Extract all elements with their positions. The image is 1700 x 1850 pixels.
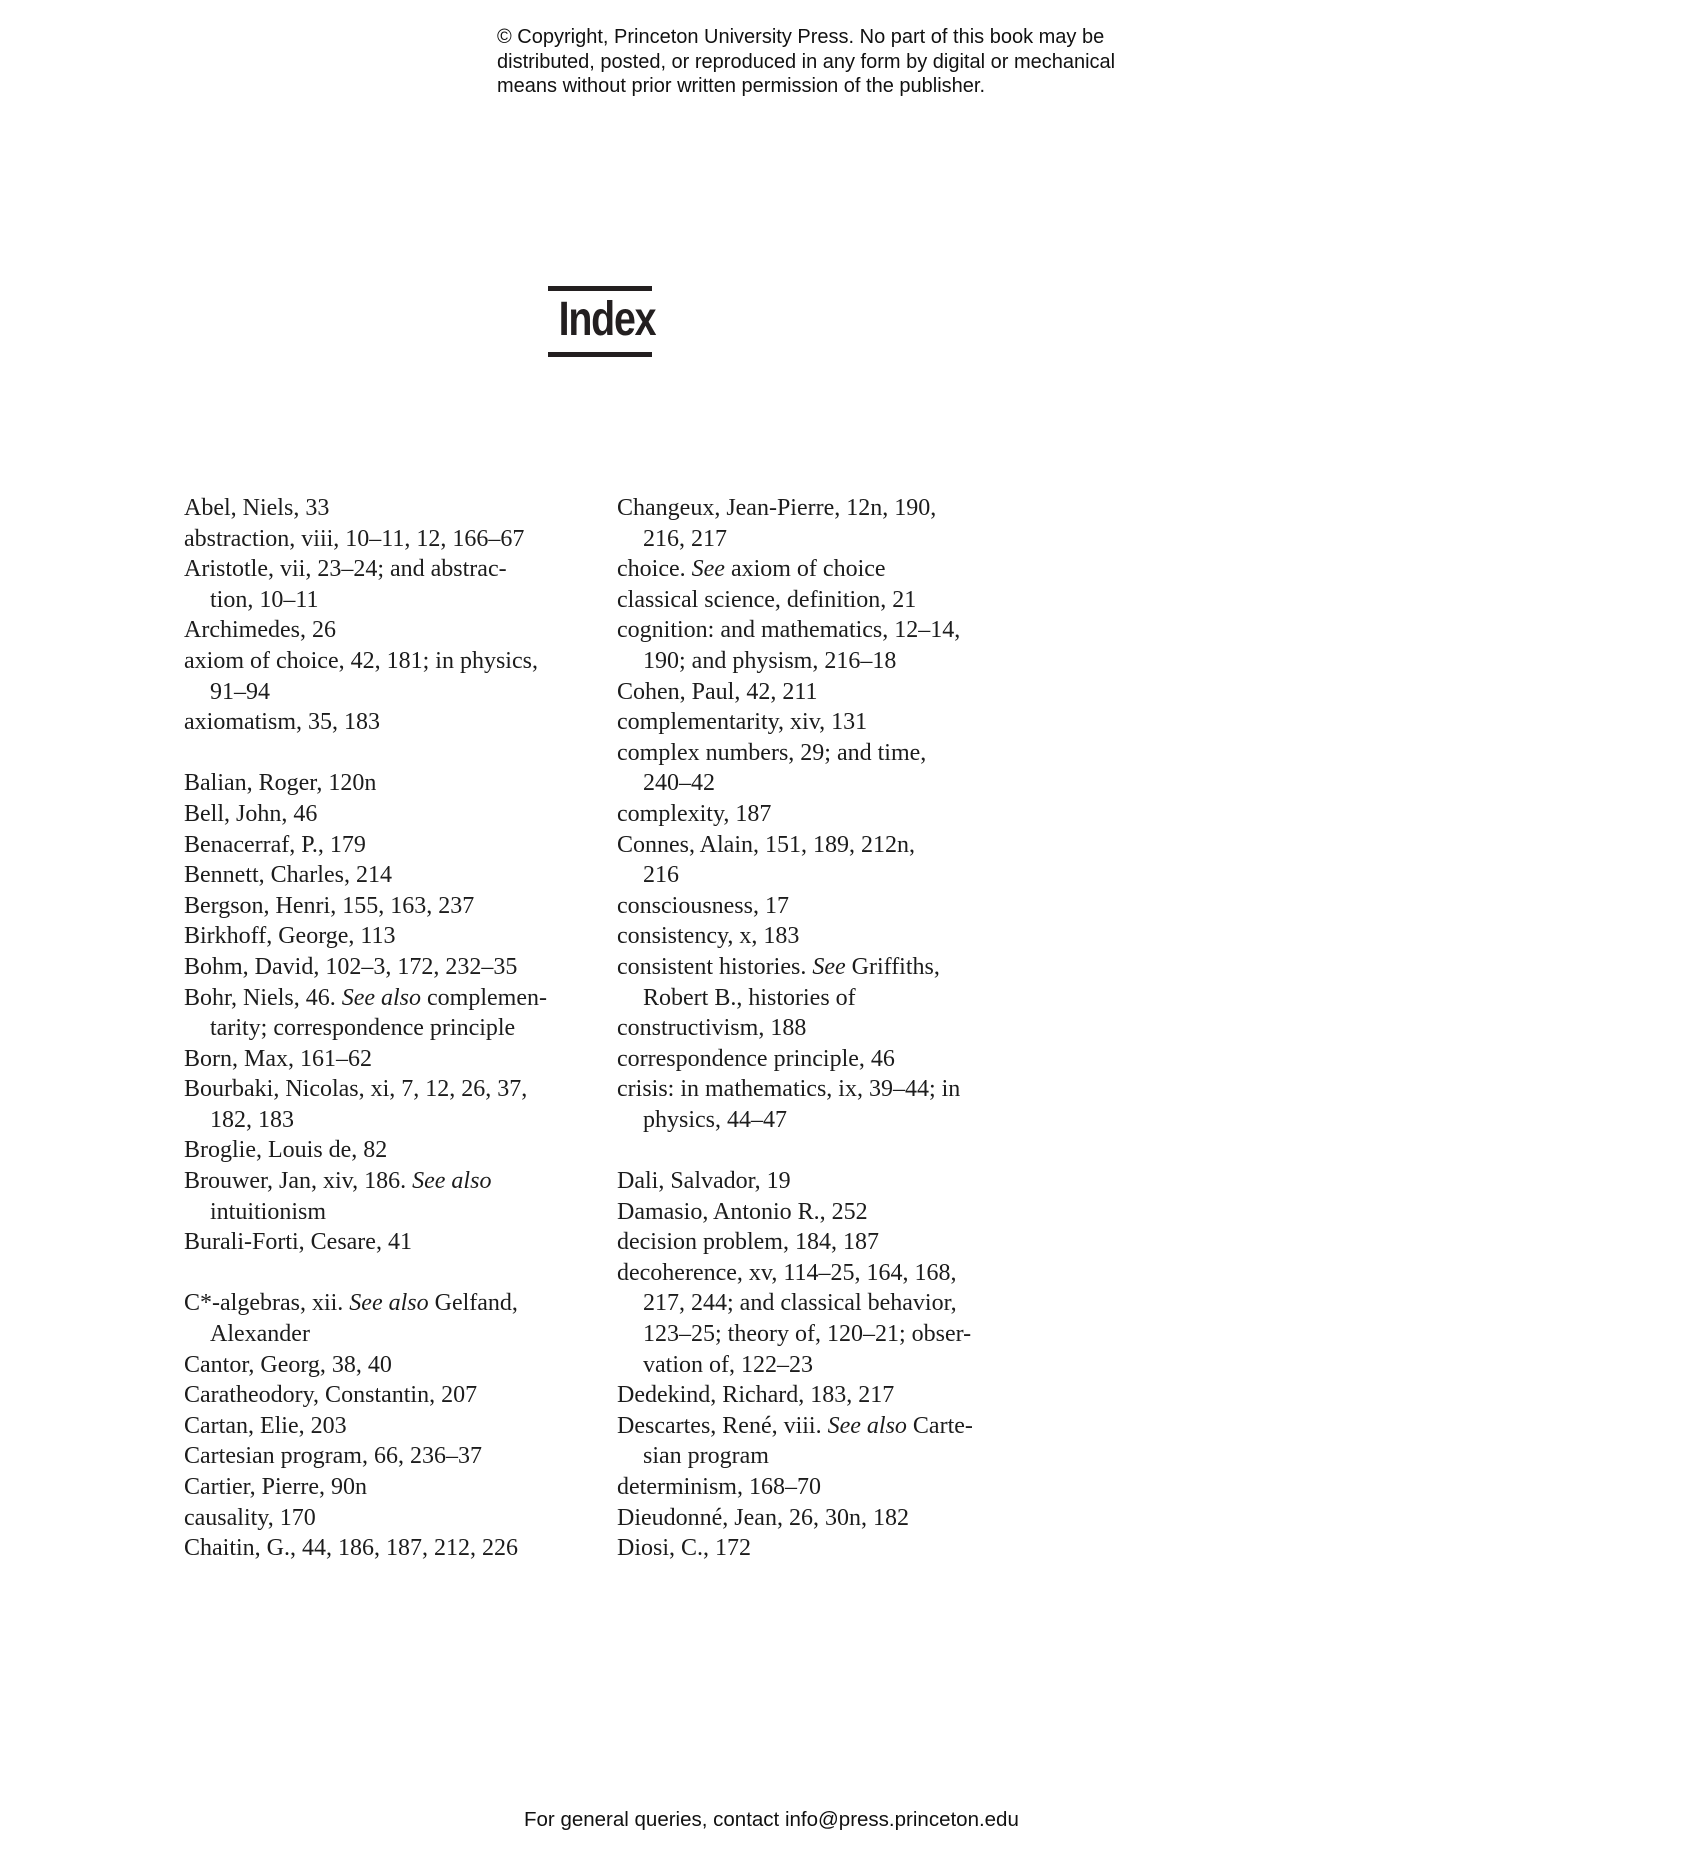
index-entry-line: 182, 183	[210, 1106, 294, 1133]
index-entry-line: Born, Max, 161–62	[184, 1045, 372, 1072]
index-entry	[617, 830, 1047, 891]
index-entry	[184, 1288, 614, 1349]
index-column-right	[617, 493, 1047, 1564]
index-entry	[617, 493, 1047, 554]
index-entry	[184, 891, 614, 922]
index-entry-line: Caratheodory, Constantin, 207	[184, 1382, 478, 1409]
copyright-line: distributed, posted, or reproduced in any form by digital or mechanical	[497, 50, 1116, 73]
index-entry-line: 91–94	[210, 678, 270, 705]
index-entry-line: Dedekind, Richard, 183, 217	[617, 1382, 895, 1409]
index-letter-group	[617, 493, 1047, 1135]
index-entry	[184, 707, 614, 738]
index-entry	[184, 952, 614, 983]
index-entry	[184, 1135, 614, 1166]
index-entry-line: Burali-Forti, Cesare, 41	[184, 1229, 412, 1256]
index-entry-line: 216	[643, 862, 679, 889]
index-entry	[184, 1074, 614, 1135]
page-title	[548, 286, 656, 357]
index-entry-line: Abel, Niels, 33	[184, 495, 330, 521]
copyright-line: means without prior written permission of the publisher.	[497, 75, 986, 97]
index-entry-line: Bohm, David, 102–3, 172, 232–35	[184, 953, 518, 980]
index-entry-line: Cantor, Georg, 38, 40	[184, 1351, 392, 1378]
index-entry	[617, 1472, 1047, 1503]
index-entry	[617, 1411, 1047, 1472]
index-entry-line: Balian, Roger, 120n	[184, 770, 377, 797]
index-entry-line: Broglie, Louis de, 82	[184, 1137, 388, 1164]
index-entry	[184, 860, 614, 891]
index-entry	[184, 1350, 614, 1381]
index-entry	[184, 983, 614, 1044]
index-entry	[184, 1441, 614, 1472]
index-entry	[184, 615, 614, 646]
index-entry-line: Benacerraf, P., 179	[184, 831, 366, 858]
index-entry-line: complementarity, xiv, 131	[617, 709, 868, 736]
page-title-text: Index	[558, 293, 656, 346]
index-entry	[617, 1074, 1047, 1135]
index-entry-line: decoherence, xv, 114–25, 164, 168,	[617, 1259, 957, 1286]
index-entry	[617, 615, 1047, 676]
index-entry	[617, 677, 1047, 708]
index-entry-line: Chaitin, G., 44, 186, 187, 212, 226	[184, 1535, 518, 1562]
index-entry-line: determinism, 168–70	[617, 1474, 821, 1500]
index-entry-line: Bennett, Charles, 214	[184, 862, 392, 889]
copyright-notice	[497, 25, 1115, 99]
index-entry-line: constructivism, 188	[617, 1015, 807, 1042]
index-entry-line: Bell, John, 46	[184, 800, 318, 827]
index-entry-line: complexity, 187	[617, 800, 772, 827]
index-letter-group	[184, 768, 614, 1258]
index-letter-group	[617, 1166, 1047, 1564]
index-entry-line: Connes, Alain, 151, 189, 212n,	[617, 831, 915, 858]
index-entry-line: Bohr, Niels, 46. See also complemen-	[184, 984, 547, 1011]
index-entry	[184, 493, 614, 524]
index-entry	[617, 585, 1047, 616]
index-entry	[617, 1533, 1047, 1564]
index-entry	[617, 921, 1047, 952]
index-entry	[184, 1411, 614, 1442]
index-entry	[184, 1503, 614, 1534]
index-entry	[617, 1503, 1047, 1534]
index-entry	[184, 646, 614, 707]
index-entry-line: abstraction, viii, 10–11, 12, 166–67	[184, 525, 525, 552]
index-entry-line: Brouwer, Jan, xiv, 186. See also	[184, 1168, 492, 1195]
index-entry-line: complex numbers, 29; and time,	[617, 739, 927, 766]
index-entry	[184, 1380, 614, 1411]
index-entry	[184, 1533, 614, 1564]
index-entry-line: axiomatism, 35, 183	[184, 709, 380, 736]
index-entry	[617, 1197, 1047, 1228]
index-entry-line: Cohen, Paul, 42, 211	[617, 678, 818, 705]
index-entry	[184, 1472, 614, 1503]
index-entry-line: decision problem, 184, 187	[617, 1229, 879, 1256]
index-entry-line: Alexander	[210, 1321, 310, 1348]
index-entry	[617, 554, 1047, 585]
index-entry	[184, 524, 614, 555]
index-entry-line: Descartes, René, viii. See also Carte-	[617, 1412, 973, 1439]
index-entry	[617, 1166, 1047, 1197]
index-entry	[184, 799, 614, 830]
index-entry-line: C*-algebras, xii. See also Gelfand,	[184, 1290, 518, 1317]
index-entry-line: 217, 244; and classical behavior,	[643, 1290, 957, 1317]
index-entry-line: Birkhoff, George, 113	[184, 923, 396, 950]
index-entry	[617, 1227, 1047, 1258]
index-entry	[184, 768, 614, 799]
index-entry-line: Bourbaki, Nicolas, xi, 7, 12, 26, 37,	[184, 1076, 528, 1103]
index-entry-line: Archimedes, 26	[184, 617, 336, 644]
index-entry-line: sian program	[643, 1443, 769, 1470]
index-entry	[184, 1044, 614, 1075]
index-entry	[184, 1166, 614, 1227]
index-entry-line: tarity; correspondence principle	[210, 1015, 516, 1042]
index-entry	[617, 1258, 1047, 1380]
index-entry-line: Aristotle, vii, 23–24; and abstrac-	[184, 556, 507, 583]
index-entry-line: classical science, definition, 21	[617, 586, 917, 613]
index-entry-line: 123–25; theory of, 120–21; obser-	[643, 1321, 972, 1348]
index-entry-line: tion, 10–11	[210, 586, 319, 613]
index-entry-line: Cartan, Elie, 203	[184, 1412, 347, 1439]
index-entry	[617, 1044, 1047, 1075]
index-entry-line: Damasio, Antonio R., 252	[617, 1198, 868, 1225]
index-entry-line: 190; and physism, 216–18	[643, 647, 897, 674]
index-entry-line: 240–42	[643, 770, 715, 797]
index-entry-line: Dali, Salvador, 19	[617, 1168, 791, 1195]
index-entry-line: Diosi, C., 172	[617, 1535, 752, 1562]
index-entry	[184, 1227, 614, 1258]
index-entry-line: crisis: in mathematics, ix, 39–44; in	[617, 1076, 961, 1103]
index-entry	[184, 921, 614, 952]
index-entry-line: Cartier, Pierre, 90n	[184, 1474, 367, 1500]
index-entry-line: consistent histories. See Griffiths,	[617, 953, 940, 980]
index-entry-line: 216, 217	[643, 525, 727, 552]
index-entry	[184, 830, 614, 861]
index-entry-line: correspondence principle, 46	[617, 1045, 895, 1072]
copyright-line: © Copyright, Princeton University Press. No part of this book may be	[497, 26, 1105, 48]
index-entry-line: choice. See axiom of choice	[617, 556, 886, 583]
index-entry	[617, 1380, 1047, 1411]
index-entry	[617, 707, 1047, 738]
index-entry-line: Robert B., histories of	[643, 984, 856, 1011]
index-entry	[617, 799, 1047, 830]
index-entry	[617, 891, 1047, 922]
index-entry-line: consciousness, 17	[617, 892, 789, 919]
index-entry-line: Changeux, Jean-Pierre, 12n, 190,	[617, 495, 937, 521]
index-entry-line: axiom of choice, 42, 181; in physics,	[184, 647, 538, 674]
index-entry-line: physics, 44–47	[643, 1106, 787, 1133]
index-entry-line: intuitionism	[210, 1198, 327, 1225]
index-column-left	[184, 493, 614, 1564]
index-entry	[617, 738, 1047, 799]
index-letter-group	[184, 493, 614, 738]
index-entry	[617, 1013, 1047, 1044]
index-entry-line: causality, 170	[184, 1504, 316, 1531]
index-entry-line: cognition: and mathematics, 12–14,	[617, 617, 961, 644]
footer-queries-text: For general queries, contact info@press.princeton.edu	[524, 1808, 1019, 1831]
index-entry	[184, 554, 614, 615]
index-entry-line: consistency, x, 183	[617, 923, 800, 950]
index-entry-line: Cartesian program, 66, 236–37	[184, 1443, 482, 1470]
index-letter-group	[184, 1288, 614, 1563]
index-entry-line: Bergson, Henri, 155, 163, 237	[184, 892, 475, 919]
index-entry-line: vation of, 122–23	[643, 1351, 813, 1378]
index-entry	[617, 952, 1047, 1013]
index-entry-line: Dieudonné, Jean, 26, 30n, 182	[617, 1504, 909, 1531]
